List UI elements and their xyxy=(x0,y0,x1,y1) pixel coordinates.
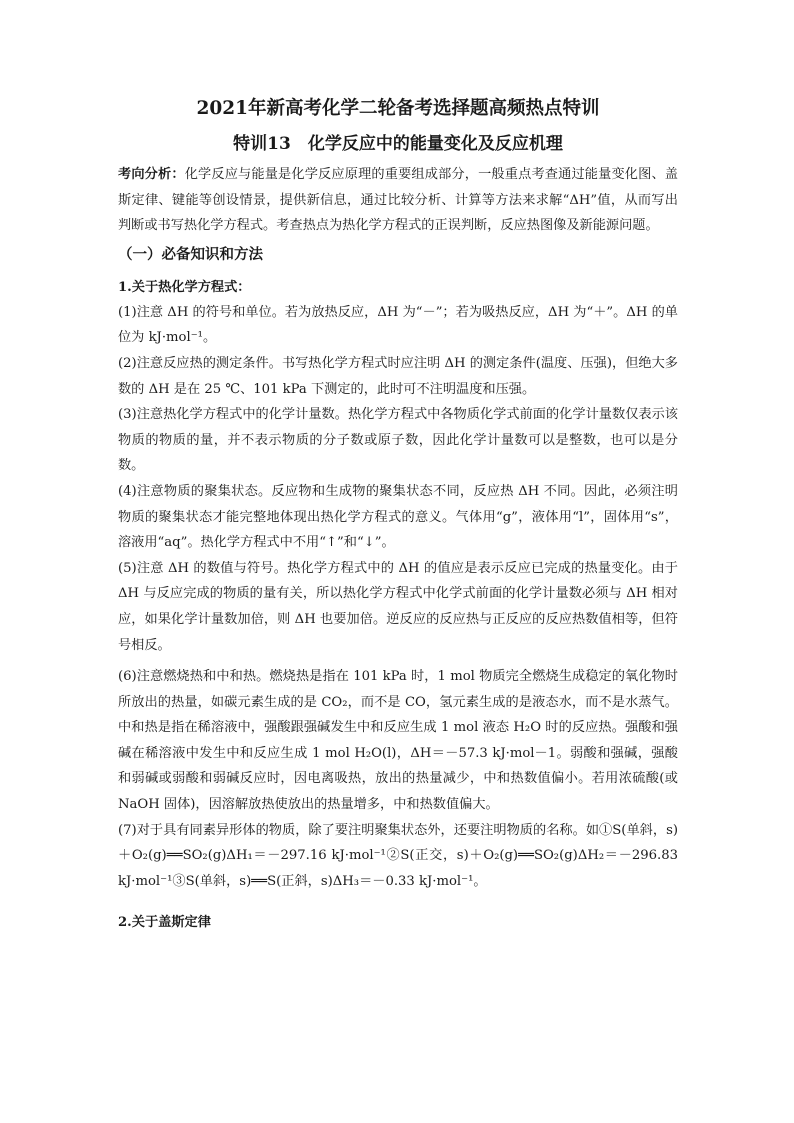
note-item-7: (7)对于具有同素异形体的物质，除了要注明聚集状态外，还要注明物质的名称。如①S(单斜，s)＋O₂(g)══SO₂(g)ΔH₁＝－297.16 kJ·mol⁻¹②S(正交，s)＋O₂(g)══SO₂(g)ΔH₂＝－296.83 kJ·mol⁻¹③S(单斜，s)══S(正斜，s)ΔH₃＝－0.33 kJ·mol⁻¹。 xyxy=(118,822,678,889)
section-heading-1: （一）必备知识和方法 xyxy=(118,245,263,263)
intro-label: 考向分析： xyxy=(118,167,185,182)
note-item-2: (2)注意反应热的测定条件。书写热化学方程式时应注明 ΔH 的测定条件(温度、压强)，但绝大多数的 ΔH 是在 25 ℃、101 kPa 下测定的，此时可不注明温度和压强。 xyxy=(118,355,678,397)
intro-text: 化学反应与能量是化学反应原理的重要组成部分，一般重点考查通过能量变化图、盖斯定律、键能等创设情景，提供新信息，通过比较分析、计算等方法来求解“ΔH”值，从而写出判断或书写热化学方程式。考查热点为热化学方程式的正误判断，反应热图像及新能源问题。 xyxy=(118,167,678,234)
note-item-1: (1)注意 ΔH 的符号和单位。若为放热反应，ΔH 为“－”；若为吸热反应，ΔH 为“＋”。ΔH 的单位为 kJ·mol⁻¹。 xyxy=(118,304,678,346)
note-item-6: (6)注意燃烧热和中和热。燃烧热是指在 101 kPa 时，1 mol 物质完全燃烧生成稳定的氧化物时所放出的热量，如碳元素生成的是 CO₂，而不是 CO，氢元素生成的是液态水，而不是水蒸气。中和热是指在稀溶液中，强酸跟强碱发生中和反应生成 1 mol 液态 H₂O 时的反应热。强酸和强碱在稀溶液中发生中和反应生成 1 mol H₂O(l)，ΔH＝－57.3 kJ·mol－1。弱酸和强碱，强酸和弱碱或弱酸和弱碱反应时，因电离吸热，放出的热量减少，中和热数值偏小。若用浓硫酸(或 NaOH 固体)，因溶解放热使放出的热量增多，中和热数值偏大。 xyxy=(118,669,678,813)
note-item-4: (4)注意物质的聚集状态。反应物和生成物的聚集状态不同，反应热 ΔH 不同。因此，必须注明物质的聚集状态才能完整地体现出热化学方程式的意义。气体用“g”，液体用“l”，固体用“s”，溶液用“aq”。热化学方程式中不用“↑”和“↓”。 xyxy=(118,483,678,551)
note-item-5: (5)注意 ΔH 的数值与符号。热化学方程式中的 ΔH 的值应是表示反应已完成的热量变化。由于 ΔH 与反应完成的物质的量有关，所以热化学方程式中化学式前面的化学计量数必须与 ΔH 相对应，如果化学计量数加倍，则 ΔH 也要加倍。逆反应的反应热与正反应的反应热数值相等，但符号相反。 xyxy=(118,560,678,653)
subsection-heading-1: 1.关于热化学方程式： xyxy=(118,279,251,295)
intro-paragraph xyxy=(118,162,678,239)
subsection-heading-2: 2.关于盖斯定律 xyxy=(118,915,211,931)
document-title: 2021年新高考化学二轮备考选择题高频热点特训 xyxy=(196,98,600,119)
document-page xyxy=(118,96,678,935)
note-item-3: (3)注意热化学方程式中的化学计量数。热化学方程式中各物质化学式前面的化学计量数仅表示该物质的物质的量，并不表示物质的分子数或原子数，因此化学计量数可以是整数，也可以是分数。 xyxy=(118,407,678,474)
document-subtitle: 特训13 化学反应中的能量变化及反应机理 xyxy=(233,134,563,154)
